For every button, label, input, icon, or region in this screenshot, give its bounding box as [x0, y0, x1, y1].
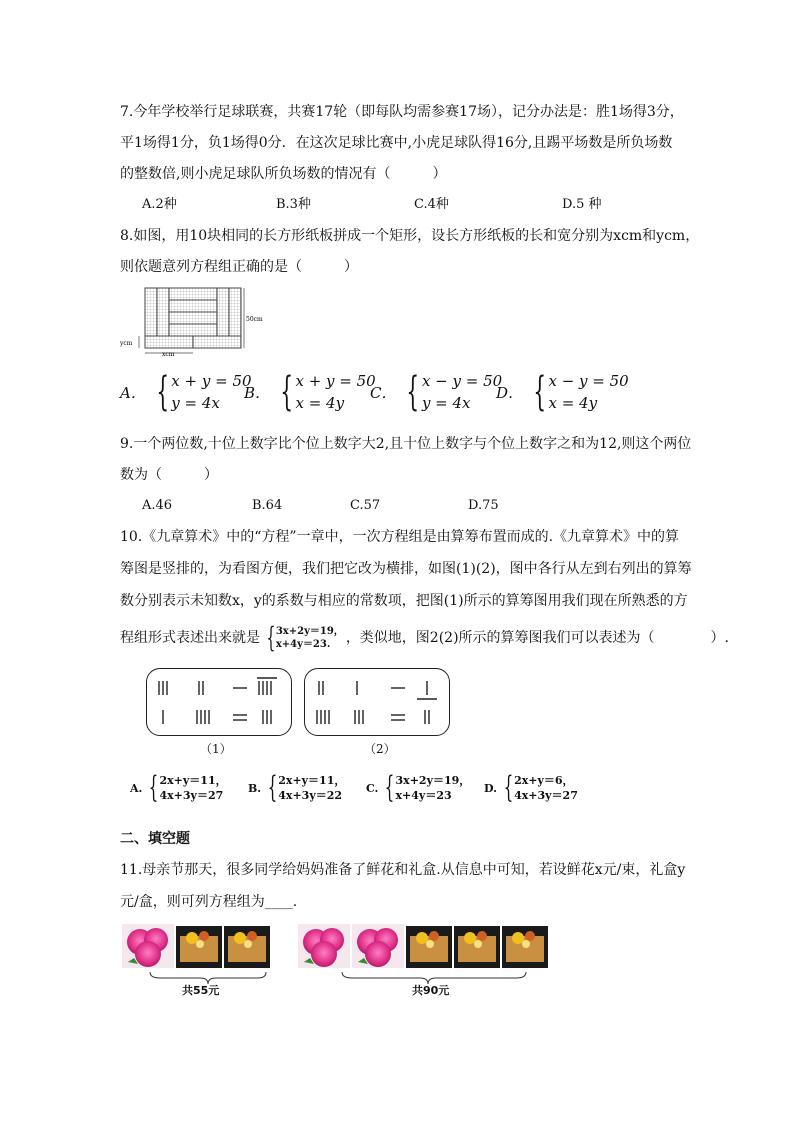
- q10-option-d-label: D.: [484, 781, 497, 795]
- q8-option-c: [370, 370, 502, 414]
- q10-option-d-eq1: 2x+y＝6，: [514, 774, 574, 787]
- q10-example-eq2: x+4y＝23.: [275, 639, 331, 650]
- q10-option-a: [130, 770, 227, 805]
- gift-box-icon: [406, 926, 452, 968]
- q10-line2: 筹图是竖排的，为看图方便，我们把它改为横排，如图(1)(2)，图中各行从左到右列出的算筹: [120, 561, 692, 577]
- q10-option-a-eq2: 4x+3y＝27: [159, 789, 224, 802]
- figure-2-caption: （2）: [364, 742, 396, 756]
- brace-icon: {: [156, 369, 169, 415]
- q10-option-b-label: B.: [248, 781, 262, 795]
- q10-option-b-eq1: 2x+y＝11，: [278, 774, 346, 787]
- q8-y-label: ycm: [120, 340, 133, 347]
- brace-icon: {: [280, 369, 294, 415]
- q10-option-b: [248, 770, 346, 805]
- q9-option-d: D.75: [468, 498, 499, 513]
- q7-option-c: C.4种: [414, 197, 449, 212]
- q10-option-c: [366, 770, 471, 805]
- q8-line1: 8.如图，用10块相同的长方形纸板拼成一个矩形，设长方形纸板的长和宽分别为xcm和ycm，: [120, 228, 700, 244]
- brace-icon: {: [266, 621, 276, 654]
- q8-option-a-eq1: x + y = 50: [171, 372, 252, 390]
- q10-option-c-eq1: 3x+2y＝19，: [395, 774, 471, 787]
- q11-total-2-label: 共90元: [412, 984, 450, 997]
- q7-option-b: B.3种: [276, 197, 311, 212]
- q10-option-a-label: A.: [130, 781, 143, 795]
- q8-rectangle-figure: [120, 285, 270, 360]
- brace-icon: {: [267, 770, 278, 805]
- gift-box-icon: [502, 926, 548, 968]
- q10-option-a-eq1: 2x+y＝11，: [159, 774, 227, 787]
- q8-option-b-eq1: x + y = 50: [295, 372, 376, 390]
- section-heading: 二、填空题: [120, 831, 190, 847]
- q10-option-c-label: C.: [366, 781, 379, 795]
- q9-option-a: A.46: [142, 498, 173, 513]
- q8-option-a-label: A．: [120, 383, 146, 402]
- q11-line1: 11.母亲节那天，很多同学给妈妈准备了鲜花和礼盒.从信息中可知，若设鲜花x元/束，礼盒y: [120, 862, 686, 878]
- figure-1-caption: （1）: [200, 742, 232, 756]
- q8-option-c-eq1: x − y = 50: [421, 372, 503, 390]
- q8-x-label: xcm: [162, 351, 175, 358]
- q9-option-b: B.64: [252, 498, 283, 513]
- q8-option-b-eq2: x = 4y: [295, 394, 345, 412]
- q9-option-c: C.57: [350, 498, 381, 513]
- q10-line1: 10.《九章算术》中的“方程”一章中，一次方程组是由算筹布置而成的.《九章算术》中的算: [120, 529, 680, 545]
- q8-option-d-eq1: x − y = 50: [548, 372, 629, 390]
- counting-rods-figure-1: [146, 668, 292, 736]
- q7-option-d: D.5 种: [562, 197, 602, 212]
- brace-icon: {: [533, 369, 547, 415]
- q10-line4-start: 程组形式表述出来就是: [120, 630, 260, 646]
- q7-line1: 7.今年学校举行足球联赛，共赛17轮（即每队均需参赛17场），记分办法是：胜1场得3分，: [120, 104, 684, 120]
- q10-line3: 数分别表示未知数x，y的系数与相应的常数项，把图(1)所示的算筹图用我们现在所熟悉的方: [120, 593, 688, 609]
- q8-line2: 则依题意列方程组正确的是（ ）: [120, 259, 358, 275]
- q8-option-b: [244, 370, 376, 414]
- q8-option-a-eq2: y = 4x: [171, 394, 220, 412]
- flower-icon: [122, 924, 174, 968]
- q8-option-d-eq2: x = 4y: [548, 394, 598, 412]
- gift-box-icon: [176, 926, 222, 968]
- q9-line2: 数为（ ）: [120, 467, 218, 483]
- q8-option-c-eq2: y = 4x: [421, 394, 471, 412]
- q7-line2: 平1场得1分，负1场得0分．在这次足球比赛中,小虎足球队得16分,且踢平场数是所负场数: [120, 135, 673, 151]
- q10-example-eq1: 3x+2y＝19，: [275, 626, 344, 637]
- brace-icon: {: [385, 770, 395, 805]
- q8-option-b-label: B．: [244, 383, 271, 402]
- counting-rods-1-svg: [147, 669, 291, 735]
- q11-line2: 元/盒，则可列方程组为____.: [120, 894, 298, 910]
- brace-icon: {: [503, 770, 514, 805]
- brace-icon: {: [149, 770, 159, 805]
- q7-line3: 的整数倍,则小虎足球队所负场数的情况有（ ）: [120, 166, 447, 182]
- q8-option-c-label: C．: [370, 383, 397, 402]
- q7-option-a: A.2种: [142, 197, 177, 212]
- q10-line4-end: ，类似地，图2(2)所示的算筹图我们可以表述为（ ）.: [345, 630, 729, 646]
- q10-line4: [120, 621, 729, 654]
- flower-icon: [352, 924, 404, 968]
- counting-rods-2-svg: [305, 669, 449, 735]
- q10-option-d-eq2: 4x+3y＝27: [514, 789, 578, 802]
- flower-icon: [298, 924, 350, 968]
- q8-option-a: [120, 370, 252, 414]
- brace-icon: {: [406, 369, 420, 415]
- gift-box-icon: [224, 926, 270, 968]
- q10-option-b-eq2: 4x+3y＝22: [278, 789, 343, 802]
- q10-option-d: [484, 770, 578, 805]
- gift-box-icon: [454, 926, 500, 968]
- q8-height-label: 50cm: [246, 316, 263, 323]
- q8-option-d: [496, 370, 629, 414]
- counting-rods-figure-2: [304, 668, 450, 736]
- q8-option-d-label: D．: [496, 383, 524, 402]
- q10-option-c-eq2: x+4y＝23: [395, 789, 452, 802]
- q11-total-1-label: 共55元: [182, 984, 220, 997]
- q9-line1: 9.一个两位数,十位上数字比个位上数字大2,且十位上数字与个位上数字之和为12,则这个两位: [120, 436, 692, 452]
